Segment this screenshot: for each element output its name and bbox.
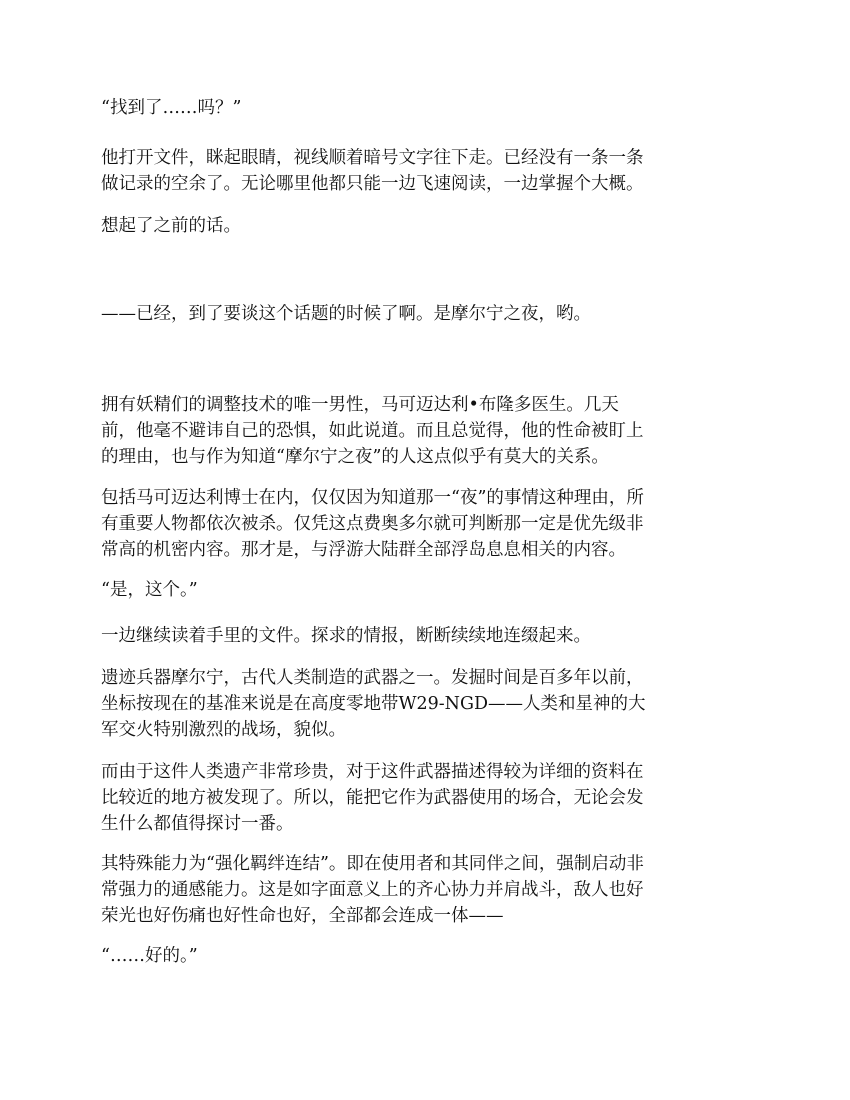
- paragraph-doctor: [101, 392, 751, 470]
- paragraph-dialogue-found: [101, 95, 751, 121]
- paragraph-relic-weapon: [101, 665, 751, 743]
- paragraph-quote-mournin-night: [101, 301, 751, 327]
- text-line: 前，他毫不避讳自己的恐惧，如此说道。而且总觉得，他的性命被盯上: [101, 421, 644, 441]
- text-line: 生什么都值得探讨一番。: [101, 814, 294, 834]
- paragraph-killed: [101, 485, 751, 563]
- text-line: 而由于这件人类遗产非常珍贵，对于这件武器描述得较为详细的资料在: [101, 762, 644, 782]
- text-line: 其特殊能力为“强化羁绊连结”。即在使用者和其同伴之间，强制启动非: [101, 854, 644, 874]
- paragraph-heritage: [101, 759, 751, 837]
- text-line: 常高的机密内容。那才是，与浮游大陆群全部浮岛息息相关的内容。: [101, 540, 626, 560]
- text-line: 包括马可迈达利博士在内，仅仅因为知道那一“夜”的事情这种理由，所: [101, 488, 644, 508]
- text-line: 的理由，也与作为知道“摩尔宁之夜”的人这点似乎有莫大的关系。: [101, 447, 609, 467]
- text-line: 常强力的通感能力。这是如字面意义上的齐心协力并肩战斗，敌人也好: [101, 880, 644, 900]
- text-line: 比较近的地方被发现了。所以，能把它作为武器使用的场合，无论会发: [101, 788, 644, 808]
- text-line: 军交火特别激烈的战场，貌似。: [101, 720, 346, 740]
- text-line: 荣光也好伤痛也好性命也好，全部都会连成一体——: [101, 906, 504, 926]
- paragraph-dialogue-okay: [101, 943, 751, 969]
- text-line: 拥有妖精们的调整技术的唯一男性，马可迈达利•布隆多医生。几天: [101, 395, 619, 415]
- paragraph-dialogue-this: [101, 577, 751, 603]
- text-line: 一边继续读着手里的文件。探求的情报，断断续续地连缀起来。: [101, 626, 591, 646]
- text-line: 坐标按现在的基准来说是在高度零地带W29-NGD——人类和星神的大: [101, 694, 646, 714]
- text-line: 遗迹兵器摩尔宁，古代人类制造的武器之一。发掘时间是百多年以前，: [101, 668, 644, 688]
- text-line: “……好的。”: [101, 946, 198, 966]
- text-line: ——已经，到了要谈这个话题的时候了啊。是摩尔宁之夜，哟。: [101, 304, 591, 324]
- text-line: 想起了之前的话。: [101, 216, 241, 236]
- paragraph-recalled: [101, 213, 751, 239]
- text-line: 他打开文件，眯起眼睛，视线顺着暗号文字往下走。已经没有一条一条: [101, 148, 644, 168]
- paragraph-reading: [101, 623, 751, 649]
- text-line: 有重要人物都依次被杀。仅凭这点费奥多尔就可判断那一定是优先级非: [101, 514, 644, 534]
- paragraph-opens-file: [101, 145, 751, 197]
- text-line: “是，这个。”: [101, 580, 198, 600]
- text-line: 做记录的空余了。无论哪里他都只能一边飞速阅读，一边掌握个大概。: [101, 174, 644, 194]
- text-line: “找到了……吗？”: [101, 98, 242, 118]
- paragraph-special-ability: [101, 851, 751, 929]
